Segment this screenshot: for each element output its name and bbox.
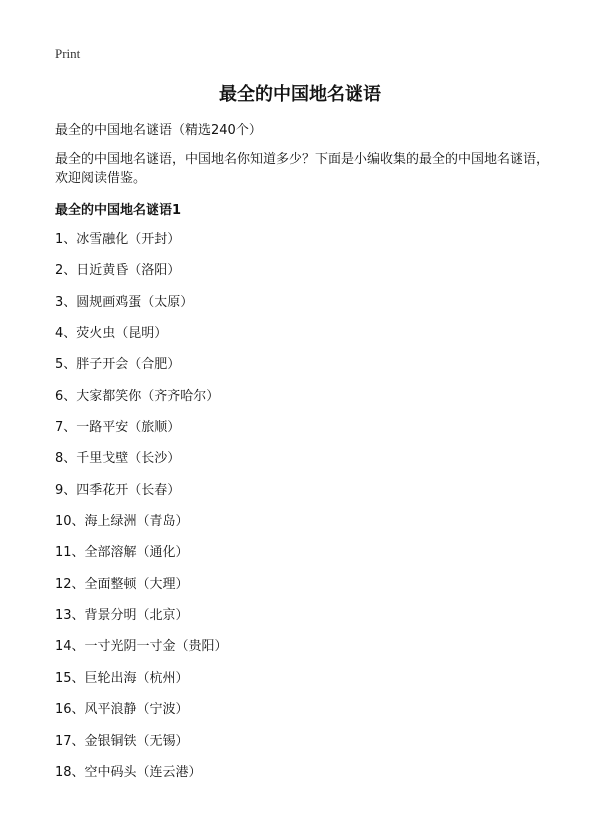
page-title: 最全的中国地名谜语 — [219, 84, 381, 105]
riddle-list — [55, 230, 228, 794]
list-item: 1、冰雪融化（开封） — [55, 232, 181, 247]
list-item: 12、全面整顿（大理） — [55, 576, 189, 592]
list-item: 6、大家都笑你（齐齐哈尔） — [55, 388, 220, 404]
print-link[interactable]: Print — [55, 46, 81, 61]
list-item: 15、巨轮出海（杭州） — [55, 670, 189, 686]
list-item: 13、背景分明（北京） — [55, 608, 189, 624]
list-item: 11、全部溶解（通化） — [55, 545, 189, 561]
intro-paragraph: 最全的中国地名谜语，中国地名你知道多少？下面是小编收集的最全的中国地名谜语，欢迎阅读借鉴。 — [55, 152, 550, 186]
list-item: 14、一寸光阴一寸金（贵阳） — [55, 639, 228, 655]
list-item: 3、圆规画鸡蛋（太原） — [55, 294, 194, 310]
list-item: 5、胖子开会（合肥） — [55, 357, 181, 373]
list-item: 2、日近黄昏（洛阳） — [55, 263, 181, 279]
list-item: 8、千里戈壁（长沙） — [55, 451, 181, 467]
document-subtitle: 最全的中国地名谜语（精选240个） — [55, 123, 262, 138]
list-item: 7、一路平安（旅顺） — [55, 420, 181, 436]
list-item: 10、海上绿洲（青岛） — [55, 514, 189, 530]
list-item: 9、四季花开（长春） — [55, 482, 181, 498]
list-item: 16、风平浪静（宁波） — [55, 702, 189, 718]
list-item: 17、金银铜铁（无锡） — [55, 733, 189, 749]
section-heading: 最全的中国地名谜语1 — [55, 203, 182, 218]
list-item: 18、空中码头（连云港） — [55, 764, 202, 780]
list-item: 4、荧火虫（昆明） — [55, 326, 168, 342]
